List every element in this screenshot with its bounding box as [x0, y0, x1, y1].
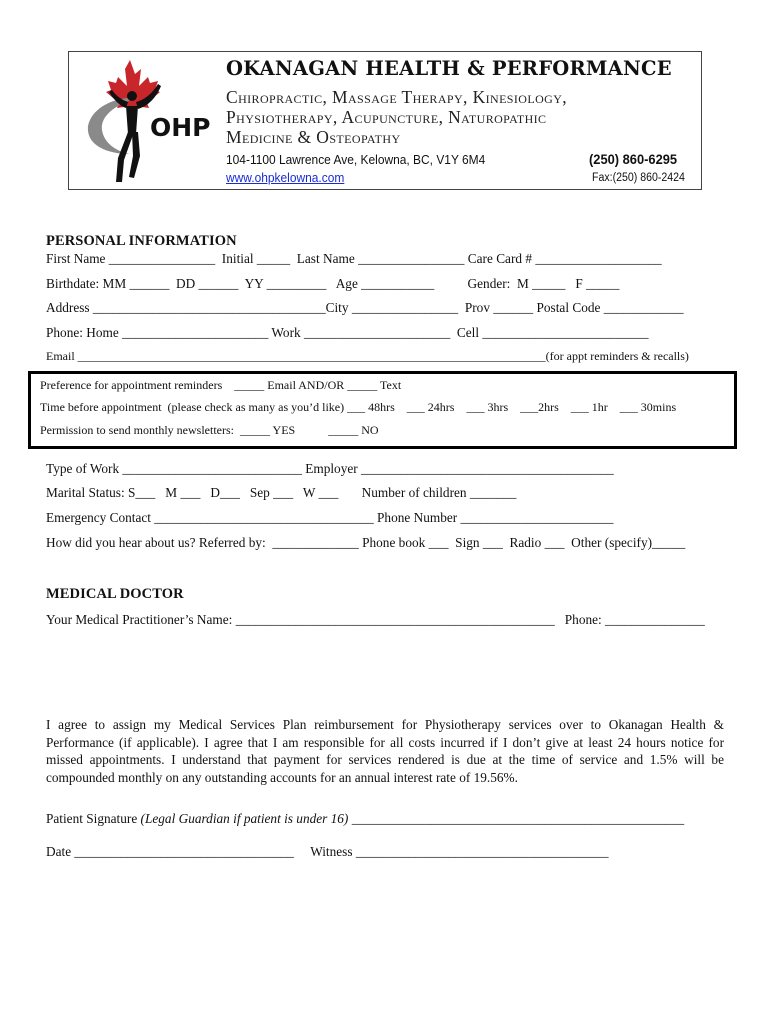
signature-row[interactable] [46, 811, 684, 827]
email-row[interactable]: Email ______________________________________________________________________________(for appt reminders & recalls) [46, 349, 689, 363]
emergency-contact-row[interactable]: Emergency Contact _________________________________ Phone Number _______________________ [46, 510, 614, 525]
marital-status-row[interactable]: Marital Status: S___ M ___ D___ Sep ___ W ___ Number of children _______ [46, 485, 517, 500]
work-row[interactable]: Type of Work ___________________________ Employer ______________________________________ [46, 461, 614, 476]
name-row[interactable]: First Name ________________ Initial _____ Last Name ________________ Care Card # ___________________ [46, 251, 662, 266]
newsletter-permission-row[interactable]: Permission to send monthly newsletters: _____ YES _____ NO [40, 423, 379, 437]
address-row[interactable]: Address ___________________________________City ________________ Prov ______ Postal Code ____________ [46, 300, 684, 315]
date-witness-row[interactable]: Date _________________________________ Witness ______________________________________ [46, 844, 609, 859]
birthdate-row[interactable]: Birthdate: MM ______ DD ______ YY _________ Age ___________ Gender: M _____ F _____ [46, 276, 620, 291]
clinic-phone: (250) 860-6295 [589, 151, 678, 167]
ohp-logo [78, 56, 214, 186]
personal-info-title: PERSONAL INFORMATION [46, 233, 237, 249]
signature-note: (Legal Guardian if patient is under 16) [140, 811, 349, 826]
agreement-paragraph: I agree to assign my Medical Services Plan reimbursement for Physiotherapy services over to Okanagan Health & Performance (if applicable). I agree that I am responsible for all costs incurred if I don’t give at least 24 hours notice for missed appointments. I understand that payment for services rendered is due at the time of service and 1.5% will be compounded monthly on any outstanding accounts for an annual interest rate of 19.56%. [46, 717, 724, 785]
services-line-1: Chiropractic, Massage Therapy, Kinesiology, [226, 87, 568, 107]
services-list [226, 87, 567, 147]
clinic-website-link[interactable]: www.ohpkelowna.com [226, 170, 345, 185]
clinic-name: OKANAGAN HEALTH & PERFORMANCE [226, 57, 672, 80]
logo-text: OHP [150, 113, 211, 142]
time-before-row[interactable]: Time before appointment (please check as many as you’d like) ___ 48hrs ___ 24hrs ___ 3hrs ___2hrs ___ 1hr ___ 30mins [40, 400, 677, 414]
signature-line[interactable]: __________________________________________________ [348, 811, 685, 826]
reminder-preference-row[interactable]: Preference for appointment reminders _____ Email AND/OR _____ Text [40, 378, 402, 392]
signature-label: Patient Signature [46, 811, 141, 826]
practitioner-row[interactable]: Your Medical Practitioner’s Name: ________________________________________________ Phone: _______________ [46, 612, 705, 627]
referral-row[interactable]: How did you hear about us? Referred by: _____________ Phone book ___ Sign ___ Radio ___ Other (specify)_____ [46, 535, 686, 550]
clinic-address: 104-1100 Lawrence Ave, Kelowna, BC, V1Y 6M4 [226, 152, 486, 167]
clinic-fax: Fax:(250) 860-2424 [592, 172, 685, 184]
services-line-3: Medicine & Osteopathy [226, 127, 401, 147]
phone-row[interactable]: Phone: Home ______________________ Work ______________________ Cell _________________________ [46, 325, 649, 340]
services-line-2: Physiotherapy, Acupuncture, Naturopathic [226, 107, 547, 127]
medical-doctor-title: MEDICAL DOCTOR [46, 586, 184, 602]
